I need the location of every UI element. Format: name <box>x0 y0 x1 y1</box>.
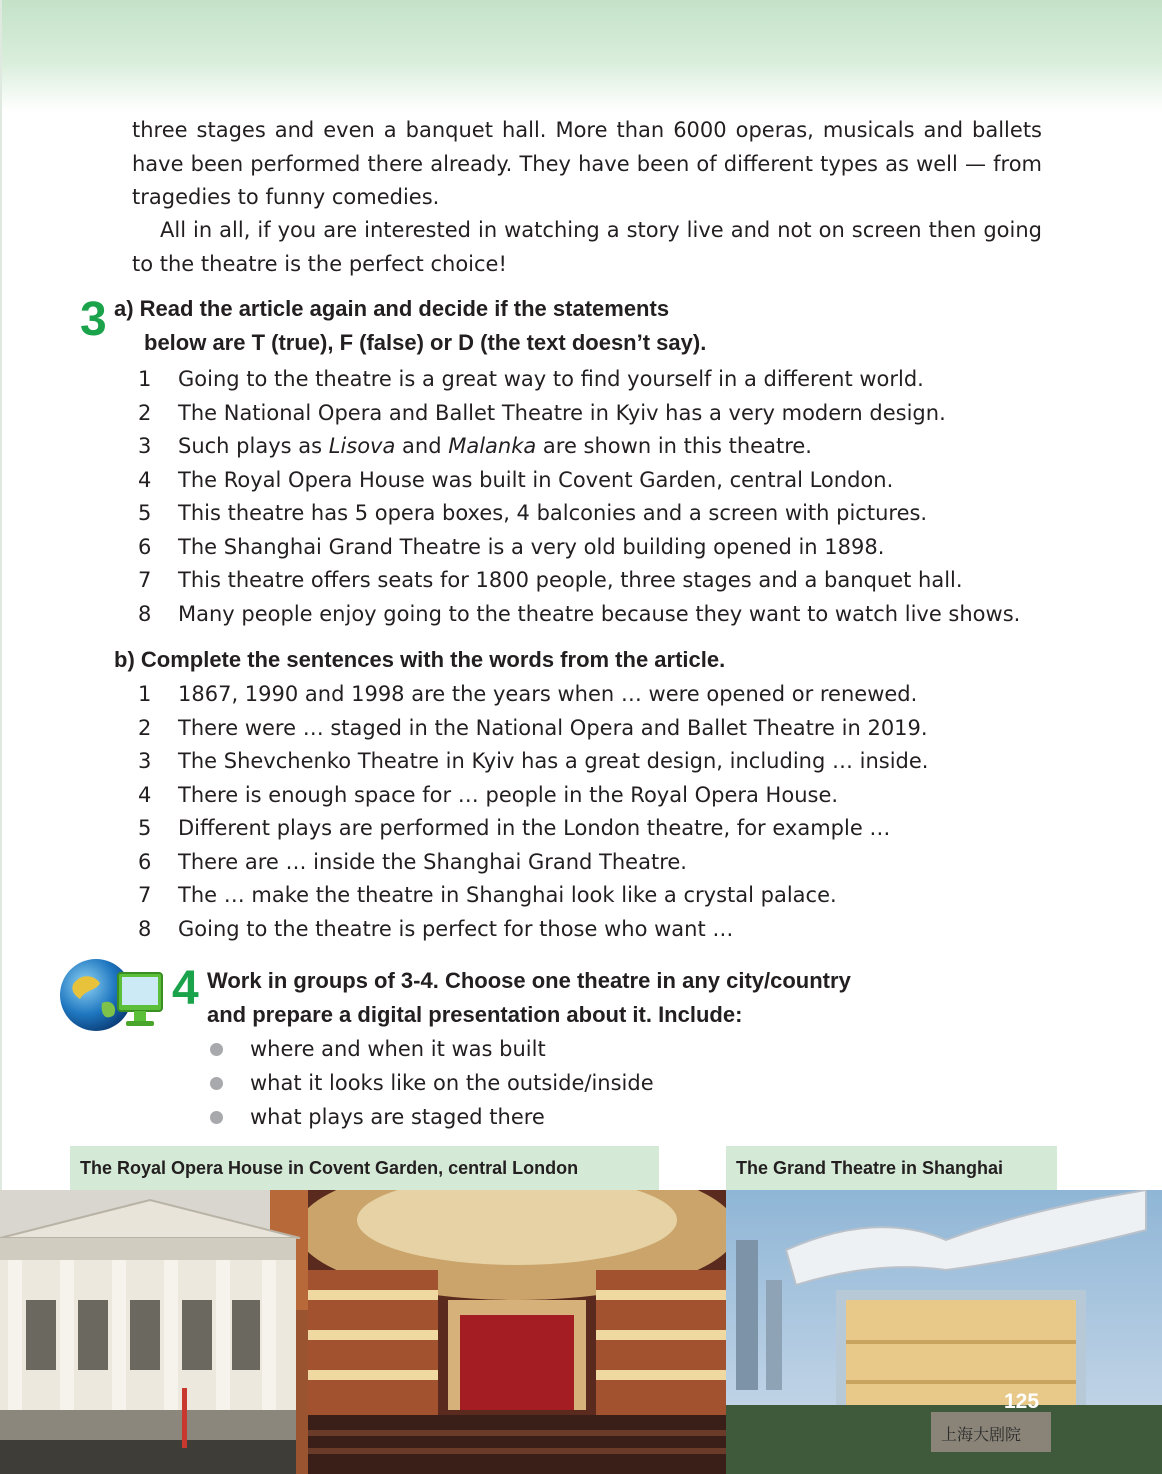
article-paragraph-1: three stages and even a banquet hall. More than 6000 operas, musicals and ballets have been performed there already. They have been of different types as well — from tragedies to funny comedies. <box>132 118 1042 209</box>
bullet-text: where and when it was built <box>250 1037 546 1061</box>
list-item <box>138 678 928 712</box>
item-text <box>178 430 812 464</box>
exercise-4-number: 4 <box>172 962 199 1015</box>
list-item <box>210 1100 654 1134</box>
item-text: The Shanghai Grand Theatre is a very old building opened in 1898. <box>178 534 885 559</box>
exercise-3b-sentences <box>138 678 928 946</box>
item-text-part: and <box>395 434 449 458</box>
list-item <box>138 712 928 746</box>
exercise-4-title <box>207 964 851 1032</box>
list-item <box>138 397 1020 431</box>
item-text: There are … inside the Shanghai Grand Theatre. <box>178 849 687 874</box>
bullet-dot-icon <box>210 1043 223 1056</box>
item-number: 6 <box>138 534 152 559</box>
item-text: Many people enjoy going to the theatre because they want to watch live shows. <box>178 601 1021 626</box>
item-text: Going to the theatre is a great way to find yourself in a different world. <box>178 367 924 391</box>
theatre-sign-lettering: 上海大剧院 <box>941 1425 1022 1444</box>
exercise-3a-title-line1: a) Read the article again and decide if the statements <box>114 296 670 321</box>
bullet-text: what plays are staged there <box>250 1105 545 1129</box>
item-number: 8 <box>138 601 152 626</box>
shanghai-theatre-image <box>726 1190 1162 1474</box>
list-item <box>210 1032 654 1066</box>
item-number: 4 <box>138 782 152 807</box>
exercise-4-title-line1: Work in groups of 3-4. Choose one theatre in any city/country <box>207 968 851 993</box>
item-number: 5 <box>138 816 152 840</box>
item-number: 4 <box>138 467 152 492</box>
opera-auditorium-image <box>308 1190 726 1474</box>
item-text: 1867, 1990 and 1998 are the years when … were opened or renewed. <box>178 682 918 706</box>
opera-house-facade-image <box>0 1190 308 1474</box>
item-number: 2 <box>138 400 152 425</box>
exercise-4-title-line2: and prepare a digital presentation about it. Include: <box>207 1002 743 1027</box>
item-text: The Shevchenko Theatre in Kyiv has a great design, including … inside. <box>178 749 929 773</box>
article-paragraph-2: All in all, if you are interested in watching a story live and not on screen then going to the theatre is the perfect choice! <box>132 218 1042 276</box>
item-text: Different plays are performed in the London theatre, for example … <box>178 816 891 840</box>
list-item <box>138 564 1020 598</box>
exercise-3a-statements <box>138 363 1020 631</box>
globe-computer-icon <box>56 955 168 1035</box>
item-text: The National Opera and Ballet Theatre in Kyiv has a very modern design. <box>178 400 946 425</box>
item-text-part: Such plays as <box>178 434 329 458</box>
item-number: 2 <box>138 715 152 740</box>
item-text: There is enough space for … people in the Royal Opera House. <box>178 782 839 807</box>
list-item <box>138 363 1020 397</box>
exercise-3a-title <box>114 292 707 355</box>
list-item <box>138 430 1020 464</box>
bullet-text: what it looks like on the outside/inside <box>250 1071 654 1095</box>
photo-royal-opera-house-interior <box>308 1190 726 1474</box>
list-item <box>138 531 1020 565</box>
list-item <box>138 497 1020 531</box>
list-item <box>138 598 1020 632</box>
photo-shanghai-grand-theatre <box>726 1190 1162 1474</box>
item-text: There were … staged in the National Opera and Ballet Theatre in 2019. <box>178 715 928 740</box>
bullet-dot-icon <box>210 1111 223 1124</box>
list-item <box>138 464 1020 498</box>
item-text: This theatre has 5 opera boxes, 4 balconies and a screen with pictures. <box>178 501 928 525</box>
exercise-3b-title: b) Complete the sentences with the words from the article. <box>114 647 726 672</box>
bullet-dot-icon <box>210 1077 223 1090</box>
list-item <box>138 779 928 813</box>
play-title-malanka: Malanka <box>448 434 537 458</box>
item-text-part: are shown in this theatre. <box>536 434 812 458</box>
page-number: 125 <box>1004 1390 1040 1413</box>
caption-royal-opera-house: The Royal Opera House in Covent Garden, central London <box>70 1146 659 1190</box>
page-header-band <box>0 0 1162 112</box>
item-text: Going to the theatre is perfect for those who want … <box>178 916 734 941</box>
list-item <box>138 846 928 880</box>
list-item <box>138 913 928 947</box>
item-number: 1 <box>138 682 152 706</box>
list-item <box>138 745 928 779</box>
item-number: 5 <box>138 501 152 525</box>
photo-royal-opera-house-exterior <box>0 1190 308 1474</box>
item-number: 7 <box>138 883 152 907</box>
item-text: The Royal Opera House was built in Covent Garden, central London. <box>178 467 894 492</box>
list-item <box>138 879 928 913</box>
item-number: 3 <box>138 434 152 458</box>
exercise-3-number: 3 <box>80 293 107 346</box>
item-text: This theatre offers seats for 1800 people, three stages and a banquet hall. <box>178 568 963 592</box>
item-number: 6 <box>138 849 152 874</box>
list-item <box>210 1066 654 1100</box>
exercise-4-bullets <box>210 1032 654 1134</box>
play-title-lisova: Lisova <box>328 434 396 458</box>
item-number: 1 <box>138 367 152 391</box>
item-text: The … make the theatre in Shanghai look like a crystal palace. <box>178 883 837 907</box>
page-edge-rule <box>0 0 2 1190</box>
caption-shanghai-grand-theatre: The Grand Theatre in Shanghai <box>726 1146 1057 1190</box>
item-number: 8 <box>138 916 152 941</box>
exercise-3a-title-line2: below are T (true), F (false) or D (the text doesn’t say). <box>144 330 707 355</box>
item-number: 7 <box>138 568 152 592</box>
list-item <box>138 812 928 846</box>
item-number: 3 <box>138 749 152 773</box>
